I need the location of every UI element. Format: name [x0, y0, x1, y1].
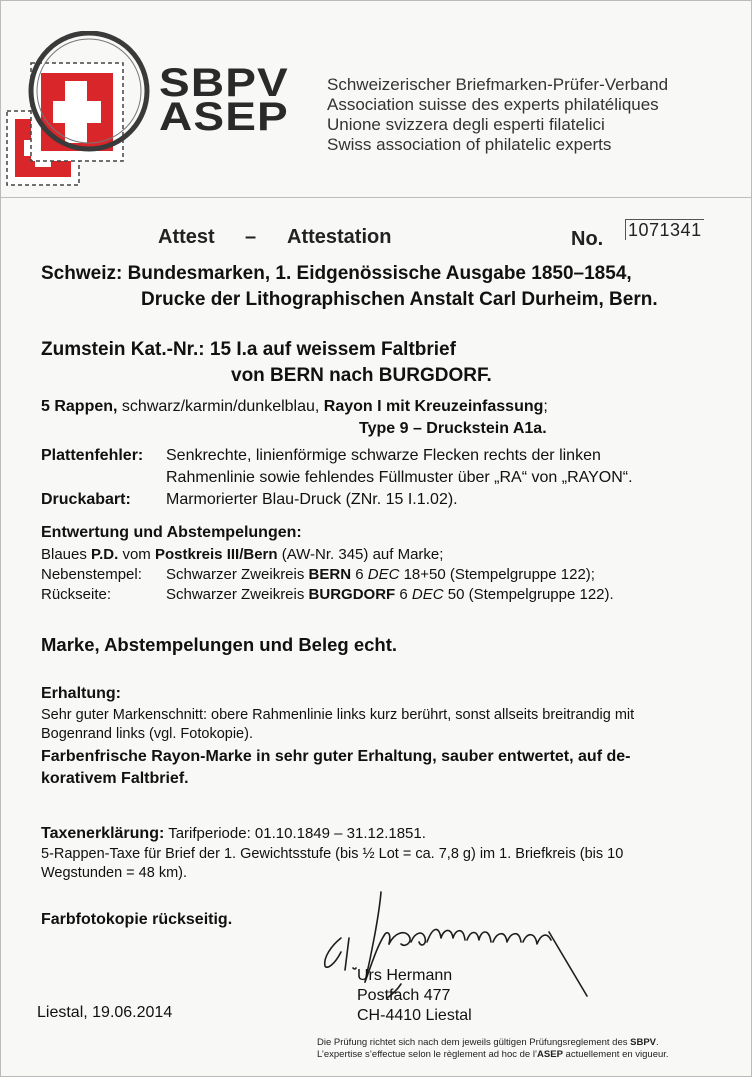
erhaltung-summary1: Farbenfrische Rayon-Marke in sehr guter Erhaltung, sauber entwertet, auf de-	[41, 748, 631, 765]
title-dash: –	[245, 226, 257, 248]
footer-de-a: Die Prüfung richtet sich nach dem jeweils gültigen Prüfungsreglement des	[317, 1037, 631, 1048]
erhaltung-heading: Erhaltung:	[41, 685, 121, 702]
footer-de-sbpv: SBPV	[630, 1037, 657, 1048]
assoc-it: Unione svizzera degli esperti filatelici	[327, 115, 605, 134]
farbfotokopie-note: Farbfotokopie rückseitig.	[41, 911, 233, 928]
rueck-a: Schwarzer Zweikreis	[166, 586, 309, 603]
stamp-rayon: Rayon I mit Kreuzeinfassung	[319, 398, 544, 415]
druckabart-label: Druckabart:	[41, 491, 131, 508]
rueck-burgdorf: BURGDORF	[308, 586, 396, 603]
stamp-type: Type 9 – Druckstein A1a.	[359, 420, 547, 437]
entwertung-line1	[41, 546, 443, 563]
rueck-e: 50 (Stempelgruppe 122).	[443, 586, 614, 603]
catalogue-line1: Zumstein Kat.-Nr.: 15 I.a auf weissem Faltbrief	[41, 339, 456, 360]
nebenstempel-text	[166, 566, 595, 583]
stamp-semicolon: ;	[543, 398, 548, 415]
catalogue-line2: von BERN nach BURGDORF.	[231, 365, 492, 386]
assoc-en: Swiss association of philatelic experts	[327, 135, 612, 154]
taxen-label: Taxenerklärung:	[41, 825, 165, 842]
brand-sbpv: SBPV	[159, 61, 289, 105]
verdict: Marke, Abstempelungen und Beleg echt.	[41, 634, 398, 655]
erhaltung-text1: Sehr guter Markenschnitt: obere Rahmenlinie links kurz berührt, sonst allseits breitrandig mit	[41, 707, 635, 723]
rueckseite-label: Rückseite:	[41, 586, 112, 603]
header-divider	[1, 197, 751, 198]
erhaltung-summary2: korativem Faltbrief.	[41, 770, 189, 787]
stamp-value: 5 Rappen,	[41, 398, 118, 415]
stamp-colors: schwarz/karmin/dunkelblau,	[117, 398, 320, 415]
association-names	[327, 75, 668, 155]
neben-dec: DEC	[367, 566, 400, 583]
assoc-de: Schweizerischer Briefmarken-Prüfer-Verband	[327, 75, 669, 94]
footer-fr	[317, 1049, 669, 1061]
heading-line1: Schweiz: Bundesmarken, 1. Eidgenössische Ausgabe 1850–1854,	[41, 263, 632, 284]
footer-de	[317, 1037, 669, 1049]
footer-note	[317, 1037, 669, 1061]
neben-c: 6	[351, 566, 368, 583]
taxen-period: Tarifperiode: 01.10.1849 – 31.12.1851.	[164, 825, 426, 842]
entwertung-l1-c: vom	[118, 546, 155, 563]
footer-de-c: .	[656, 1037, 659, 1048]
entwertung-heading: Entwertung und Abstempelungen:	[41, 524, 302, 541]
footer-fr-a: L’expertise s’effectue selon le règlement ad hoc de l’	[317, 1049, 538, 1060]
plattenfehler-text2: Rahmenlinie sowie fehlendes Füllmuster über „RA“ von „RAYON“.	[166, 469, 633, 486]
rueck-c: 6	[395, 586, 412, 603]
footer-fr-c: actuellement en vigueur.	[562, 1049, 669, 1060]
signer-street: Postfach 477	[357, 987, 451, 1004]
entwertung-l1-a: Blaues	[41, 546, 92, 563]
neben-e: 18+50 (Stempelgruppe 122);	[399, 566, 595, 583]
footer-fr-asep: ASEP	[537, 1049, 563, 1060]
place-date: Liestal, 19.06.2014	[37, 1004, 173, 1021]
plattenfehler-label: Plattenfehler:	[41, 447, 144, 464]
entwertung-pd: P.D.	[91, 546, 119, 563]
certificate-number-label: No.	[571, 228, 604, 250]
entwertung-l1-e: (AW-Nr. 345) auf Marke;	[277, 546, 444, 563]
erhaltung-text2: Bogenrand links (vgl. Fotokopie).	[41, 726, 253, 742]
entwertung-postkreis: Postkreis III/Bern	[154, 546, 278, 563]
druckabart-text: Marmorierter Blau-Druck (ZNr. 15 I.1.02).	[166, 491, 458, 508]
taxen-line	[41, 825, 426, 843]
title-attest: Attest	[158, 226, 215, 248]
nebenstempel-label: Nebenstempel:	[41, 566, 142, 583]
signer-name: Urs Hermann	[357, 967, 453, 984]
title-attestation: Attestation	[287, 226, 392, 248]
certificate-number: 1071341	[625, 219, 704, 240]
stamp-description	[41, 398, 548, 416]
heading-line2: Drucke der Lithographischen Anstalt Carl Durheim, Bern.	[141, 289, 658, 310]
neben-a: Schwarzer Zweikreis	[166, 566, 309, 583]
plattenfehler-text1: Senkrechte, linienförmige schwarze Flecken rechts der linken	[166, 447, 601, 464]
brand-logotype	[159, 61, 289, 139]
brand-asep: ASEP	[159, 95, 289, 139]
taxen-text2: Wegstunden = 48 km).	[41, 865, 188, 881]
assoc-fr: Association suisse des experts philatéliques	[327, 95, 659, 114]
neben-bern: BERN	[308, 566, 352, 583]
taxen-text1: 5-Rappen-Taxe für Brief der 1. Gewichtsstufe (bis ½ Lot = ca. 7,8 g) im 1. Briefkreis (bis 10	[41, 846, 624, 862]
rueckseite-text	[166, 586, 614, 603]
signer-city: CH-4410 Liestal	[357, 1007, 472, 1024]
rueck-dec: DEC	[411, 586, 444, 603]
swiss-cross-stamp-logo-icon	[1, 31, 161, 191]
